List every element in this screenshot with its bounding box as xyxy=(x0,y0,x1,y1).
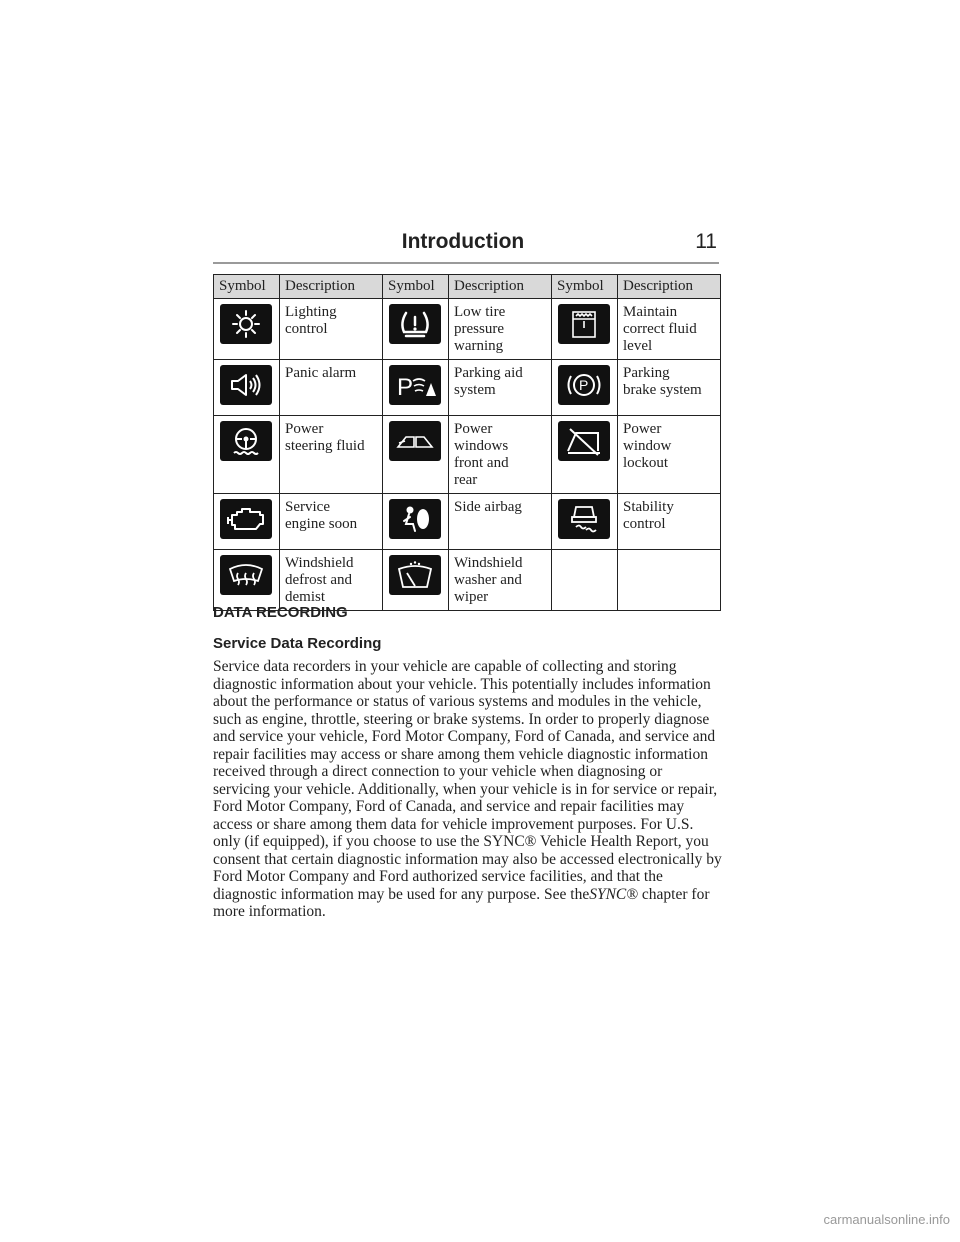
svg-text:P: P xyxy=(397,374,414,401)
section-subheading: Service Data Recording xyxy=(213,635,382,652)
symbol-description: Power steering fluid xyxy=(285,421,365,454)
symbol-cell xyxy=(214,299,280,360)
lighting-control-icon xyxy=(220,304,272,344)
windshield-washer-icon xyxy=(389,555,441,595)
symbol-description: Maintain correct fluid level xyxy=(623,304,697,354)
table-header-row xyxy=(214,275,721,299)
symbol-cell xyxy=(552,299,618,360)
column-header: Description xyxy=(618,275,721,299)
description-cell xyxy=(280,360,383,416)
symbol-description: Power windows front and rear xyxy=(454,421,509,488)
engine-icon xyxy=(220,499,272,539)
description-cell xyxy=(618,416,721,494)
description-cell xyxy=(449,360,552,416)
fluid-level-icon xyxy=(558,304,610,344)
page-header xyxy=(213,228,719,264)
description-cell xyxy=(280,550,383,611)
description-cell xyxy=(449,416,552,494)
side-airbag-icon xyxy=(389,499,441,539)
symbol-description: Power window lockout xyxy=(623,421,672,471)
table-row xyxy=(214,416,721,494)
symbol-cell xyxy=(383,299,449,360)
description-cell xyxy=(280,299,383,360)
symbol-cell xyxy=(552,416,618,494)
column-header: Symbol xyxy=(552,275,618,299)
symbol-description: Windshield washer and wiper xyxy=(454,555,523,605)
symbol-description: Low tire pressure warning xyxy=(454,304,506,354)
symbol-cell xyxy=(552,550,618,611)
description-cell xyxy=(618,494,721,550)
symbol-table xyxy=(213,274,721,611)
table-row xyxy=(214,550,721,611)
symbol-description: Panic alarm xyxy=(285,365,357,381)
description-cell xyxy=(618,360,721,416)
panic-alarm-icon xyxy=(220,365,272,405)
description-cell xyxy=(449,550,552,611)
symbol-cell xyxy=(552,360,618,416)
parking-aid-icon xyxy=(389,365,441,405)
symbol-cell xyxy=(383,360,449,416)
column-header: Description xyxy=(280,275,383,299)
symbol-cell xyxy=(383,416,449,494)
stability-control-icon xyxy=(558,499,610,539)
section-heading: DATA RECORDING xyxy=(213,604,348,621)
column-header: Symbol xyxy=(383,275,449,299)
column-header: Description xyxy=(449,275,552,299)
symbol-cell xyxy=(552,494,618,550)
column-header: Symbol xyxy=(214,275,280,299)
symbol-description: Windshield defrost and demist xyxy=(285,555,354,605)
description-cell xyxy=(618,299,721,360)
data-recording-section xyxy=(213,604,723,921)
sync-chapter-reference: SYNC® xyxy=(589,885,639,903)
description-cell xyxy=(449,494,552,550)
page-number: 11 xyxy=(695,230,717,253)
footer-watermark: carmanualsonline.info xyxy=(823,1212,950,1227)
symbol-cell xyxy=(214,550,280,611)
symbol-cell xyxy=(214,416,280,494)
page-title: Introduction xyxy=(401,230,525,253)
symbol-description: Parking aid system xyxy=(454,365,523,398)
symbol-description: Service engine soon xyxy=(285,499,358,532)
symbol-description: Parking brake system xyxy=(623,365,702,398)
symbol-cell xyxy=(214,360,280,416)
table-row xyxy=(214,299,721,360)
paragraph-text-end: chapter for more information. xyxy=(213,885,710,920)
power-steering-icon xyxy=(220,421,272,461)
low-tire-pressure-icon xyxy=(389,304,441,344)
table-row xyxy=(214,360,721,416)
parking-brake-icon xyxy=(558,365,610,405)
description-cell xyxy=(618,550,721,611)
symbol-description: Lighting control xyxy=(285,304,337,337)
window-lockout-icon xyxy=(558,421,610,461)
symbol-description: Side airbag xyxy=(454,499,522,515)
symbol-cell xyxy=(214,494,280,550)
windshield-defrost-icon xyxy=(220,555,272,595)
table-row xyxy=(214,494,721,550)
symbol-cell xyxy=(383,494,449,550)
body-paragraph xyxy=(213,658,723,921)
svg-text:P: P xyxy=(579,377,589,393)
symbol-cell xyxy=(383,550,449,611)
symbol-description: Stability control xyxy=(623,499,674,532)
description-cell xyxy=(449,299,552,360)
power-windows-icon xyxy=(389,421,441,461)
paragraph-text: Service data recorders in your vehicle are capable of collecting and storing diagnostic information about your vehicle. This potentially includes information about the performance or status of various systems and modules in the vehicle, such as engine, throttle, steering or brake systems. In order to properly diagnose and service your vehicle, Ford Motor Company, Ford of Canada, and service and repair facilities may access or share among them vehicle diagnostic information received through a direct connection to your vehicle when diagnosing or servicing your vehicle. Additionally, when your vehicle is in for service or repair, Ford Motor Company, Ford of Canada, and service and repair facilities may access or share among them data for vehicle improvement purposes. For U.S. only (if equipped), if you choose to use the SYNC® Vehicle Health Report, you consent that certain diagnostic information may also be accessed electronically by Ford Motor Company and Ford authorized service facilities, and that the diagnostic information may be used for any purpose. See the xyxy=(213,658,722,903)
description-cell xyxy=(280,494,383,550)
description-cell xyxy=(280,416,383,494)
